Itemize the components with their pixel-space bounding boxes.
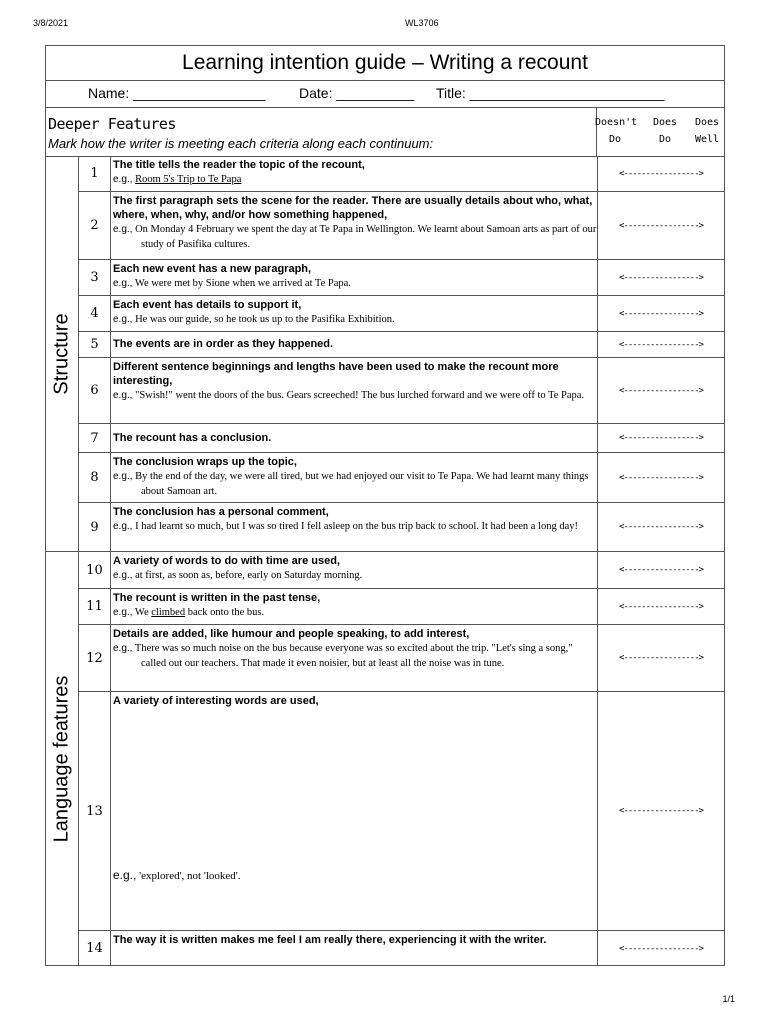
criteria-number: 8	[79, 453, 111, 502]
criteria-row-7	[79, 424, 724, 453]
scale-does-well: Does Well	[694, 117, 720, 145]
continuum-arrow[interactable]: <----------------->	[597, 589, 724, 624]
criteria-row-4	[79, 296, 724, 332]
criteria-text: Each event has details to support it,	[113, 299, 302, 311]
continuum-arrow[interactable]: <----------------->	[597, 453, 724, 502]
continuum-arrow[interactable]: <----------------->	[597, 692, 724, 930]
criteria-example: e.g., Room 5's Trip to Te Papa	[113, 174, 242, 185]
criteria-text: The conclusion wraps up the topic,	[113, 456, 297, 468]
criteria-text: Different sentence beginnings and lengths have been used to make the recount more interesting,	[113, 361, 559, 387]
criteria-row-12	[79, 625, 724, 692]
criteria-number: 13	[79, 692, 111, 930]
criteria-row-2	[79, 192, 724, 260]
criteria-text: The events are in order as they happened.	[113, 338, 334, 350]
page-title: Learning intention guide – Writing a recount	[46, 46, 724, 81]
section-label-language-features: Language features	[50, 675, 73, 843]
criteria-number: 2	[79, 192, 111, 259]
criteria-text: A variety of interesting words are used,	[113, 695, 319, 707]
title-field[interactable]: Title: _________________________	[436, 85, 665, 101]
criteria-number: 1	[79, 156, 111, 191]
criteria-number: 10	[79, 552, 111, 588]
criteria-example: e.g., We were met by Sione when we arrived at Te Papa.	[113, 278, 351, 289]
info-row	[46, 80, 724, 108]
criteria-number: 4	[79, 296, 111, 331]
continuum-arrow[interactable]: <----------------->	[597, 260, 724, 295]
instruction-text: Mark how the writer is meeting each criteria along each continuum:	[48, 136, 434, 151]
scale-does-do: Does Do	[652, 117, 678, 145]
continuum-arrow[interactable]: <----------------->	[597, 931, 724, 966]
date-field[interactable]: Date: __________	[299, 85, 415, 101]
criteria-row-8	[79, 453, 724, 503]
criteria-text: The recount is written in the past tense,	[113, 592, 321, 604]
criteria-example: e.g., We climbed back onto the bus.	[113, 607, 265, 618]
criteria-example: e.g., There was so much noise on the bus because everyone was so excited about the trip. "Let's sing a song," called out our teachers. That made it even noisier, but at least all the noise was in tune.	[113, 643, 573, 669]
continuum-arrow[interactable]: <----------------->	[597, 503, 724, 551]
continuum-arrow[interactable]: <----------------->	[597, 332, 724, 357]
name-field[interactable]: Name: _________________	[88, 85, 266, 101]
criteria-text: Details are added, like humour and people speaking, to add interest,	[113, 628, 470, 640]
deeper-features-heading: Deeper Features	[48, 115, 176, 133]
criteria-text: The way it is written makes me feel I am really there, experiencing it with the writer.	[113, 934, 547, 946]
criteria-example: e.g., I had learnt so much, but I was so tired I fell asleep on the bus trip back to school. It had been a long day!	[113, 521, 579, 532]
criteria-number: 11	[79, 589, 111, 624]
continuum-arrow[interactable]: <----------------->	[597, 424, 724, 452]
criteria-number: 7	[79, 424, 111, 452]
continuum-arrow[interactable]: <----------------->	[597, 192, 724, 259]
criteria-example: e.g., at first, as soon as, before, early on Saturday morning.	[113, 570, 363, 581]
scale-doesnt-do: Doesn't Do	[595, 117, 638, 145]
print-date: 3/8/2021	[33, 18, 69, 28]
criteria-example: e.g., "Swish!" went the doors of the bus. Gears screeched! The bus lurched forward and we were off to Te Papa.	[113, 390, 585, 401]
structure-section-label-cell	[46, 156, 79, 552]
continuum-arrow[interactable]: <----------------->	[597, 358, 724, 423]
criteria-number: 14	[79, 931, 111, 966]
criteria-row-6	[79, 358, 724, 424]
learning-intention-sheet	[45, 45, 725, 966]
criteria-number: 12	[79, 625, 111, 691]
criteria-number: 3	[79, 260, 111, 295]
criteria-number: 6	[79, 358, 111, 423]
page-number: 1/1	[722, 994, 735, 1004]
criteria-row-11	[79, 589, 724, 625]
continuum-arrow[interactable]: <----------------->	[597, 296, 724, 331]
criteria-text: The first paragraph sets the scene for the reader. There are usually details about who, what, where, when, why, and/or how something happened,	[113, 195, 593, 221]
criteria-number: 5	[79, 332, 111, 357]
continuum-arrow[interactable]: <----------------->	[597, 156, 724, 191]
intro-row	[46, 107, 724, 157]
criteria-number: 9	[79, 503, 111, 551]
criteria-row-13	[79, 692, 724, 931]
continuum-arrow[interactable]: <----------------->	[597, 625, 724, 691]
section-label-structure: Structure	[50, 312, 73, 395]
criteria-text: Each new event has a new paragraph,	[113, 263, 312, 275]
criteria-example: e.g., 'explored', not 'looked'.	[113, 868, 241, 882]
criteria-row-14	[79, 931, 724, 966]
continuum-arrow[interactable]: <----------------->	[597, 552, 724, 588]
criteria-example: e.g., He was our guide, so he took us up to the Pasifika Exhibition.	[113, 314, 395, 325]
criteria-text: The recount has a conclusion.	[113, 432, 272, 444]
criteria-row-1	[79, 156, 724, 192]
language-section-label-cell	[46, 552, 79, 966]
criteria-text: A variety of words to do with time are used,	[113, 555, 340, 567]
document-code: WL3706	[405, 18, 439, 28]
criteria-text: The title tells the reader the topic of the recount,	[113, 159, 365, 171]
criteria-text: The conclusion has a personal comment,	[113, 506, 329, 518]
criteria-row-3	[79, 260, 724, 296]
criteria-example: e.g., By the end of the day, we were all tired, but we had enjoyed our visit to Te Papa. We had learnt many things about Samoan art.	[113, 471, 589, 497]
criteria-row-5	[79, 332, 724, 358]
criteria-example: e.g., On Monday 4 February we spent the day at Te Papa in Wellington. We learnt about Samoan arts as part of our study of Pasifika cultures.	[113, 224, 597, 250]
criteria-row-10	[79, 552, 724, 589]
criteria-row-9	[79, 503, 724, 552]
